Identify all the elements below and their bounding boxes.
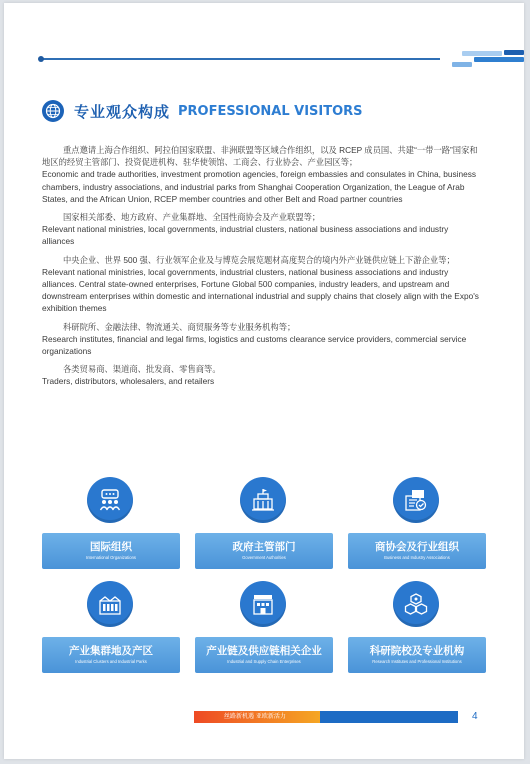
header-rule-dot <box>38 56 44 62</box>
people-group-icon <box>87 477 133 523</box>
header-decoration <box>444 47 524 69</box>
footer-red-segment <box>194 711 320 723</box>
category-label-en: Business and Industry Associations <box>384 555 450 560</box>
footer-blue-segment <box>320 711 458 723</box>
category-label-box <box>42 533 180 569</box>
paragraph-cn: 中央企业、世界 500 强、行业领军企业及与博览会展览题材高度契合的境内外产业链供应链上下游企业等； <box>63 254 455 265</box>
paragraph-en: Economic and trade authorities, investment promotion agencies, foreign embassies and consulates in China, business chambers, industry associations, and industrial parks from Shanghai Cooperation Organization, the League of Arab States, and the African Union, RCEP member countries and other Belt and Road partner countries <box>42 169 476 204</box>
paragraph-cn: 重点邀请上海合作组织、阿拉伯国家联盟、非洲联盟等区域合作组织，以及 RCEP 成员国、共建“一带一路”国家和地区的经贸主管部门、投资促进机构、驻华使领馆、工商会、行业协会、产业园区等； <box>42 145 478 168</box>
footer-bar <box>194 711 458 723</box>
section-title-en: PROFESSIONAL VISITORS <box>178 103 363 119</box>
category-label-cn: 产业链及供应链相关企业 <box>206 645 322 657</box>
paragraph-en: Relevant national ministries, local governments, industrial clusters, national business associations and industry alliances <box>42 224 449 247</box>
page-number: 4 <box>472 711 478 722</box>
category-label-box <box>348 533 486 569</box>
globe-icon <box>42 100 64 122</box>
category-label-en: International Organizations <box>85 555 137 560</box>
category-label-en: Government Authorities <box>242 555 286 560</box>
category-label-cn: 国际组织 <box>90 541 132 553</box>
category-label-box <box>42 637 180 673</box>
paragraph-en: Research institutes, financial and legal firms, logistics and customs clearance service providers, commercial service organizations <box>42 333 467 357</box>
category-label-box <box>348 637 486 673</box>
header-rule <box>40 58 440 60</box>
government-building-icon <box>240 477 286 523</box>
section-heading <box>42 99 363 123</box>
paragraph-cn: 科研院所、金融法律、物流通关、商贸服务等专业服务机构等； <box>63 321 296 332</box>
category-label-cn: 产业集群地及产区 <box>69 645 153 657</box>
category-label-en: Industrial Clusters and Industrial Parks <box>75 659 147 664</box>
brochure-page <box>4 3 524 759</box>
category-label-en: Industrial and Supply Chain Enterprises <box>227 659 301 664</box>
category-label-cn: 政府主管部门 <box>232 541 296 553</box>
category-label-box <box>195 533 333 569</box>
visitor-description <box>42 144 482 388</box>
enterprise-building-icon <box>240 581 286 627</box>
category-label-cn: 商协会及行业组织 <box>375 541 459 553</box>
section-title-cn: 专业观众构成 <box>74 102 171 121</box>
research-cubes-icon <box>393 581 439 627</box>
paragraph-en: Relevant national ministries, local governments, industrial clusters, national business associations and industry alliances. Central state-owned enterprises, Fortune Global 500 companies, industry leaders, and upstream and downstream enterprises within domestic and international industrial and supply chains that closely align with the Expo's exhibition themes <box>42 266 479 314</box>
category-label-cn: 科研院校及专业机构 <box>369 645 465 657</box>
association-badge-icon <box>393 477 439 523</box>
category-label-en: Research Institutes and Professional Institutions <box>372 659 462 664</box>
paragraph-cn: 各类贸易商、渠道商、批发商、零售商等。 <box>63 364 221 375</box>
visitor-categories <box>42 477 486 677</box>
paragraph-cn: 国家相关部委、地方政府、产业集群地、全国性商协会及产业联盟等； <box>63 212 321 223</box>
paragraph-en: Traders, distributors, wholesalers, and retailers <box>42 376 215 387</box>
footer-slogan: 丝路新机遇 亚欧新活力 <box>224 713 286 720</box>
category-label-box <box>195 637 333 673</box>
factory-icon <box>87 581 133 627</box>
